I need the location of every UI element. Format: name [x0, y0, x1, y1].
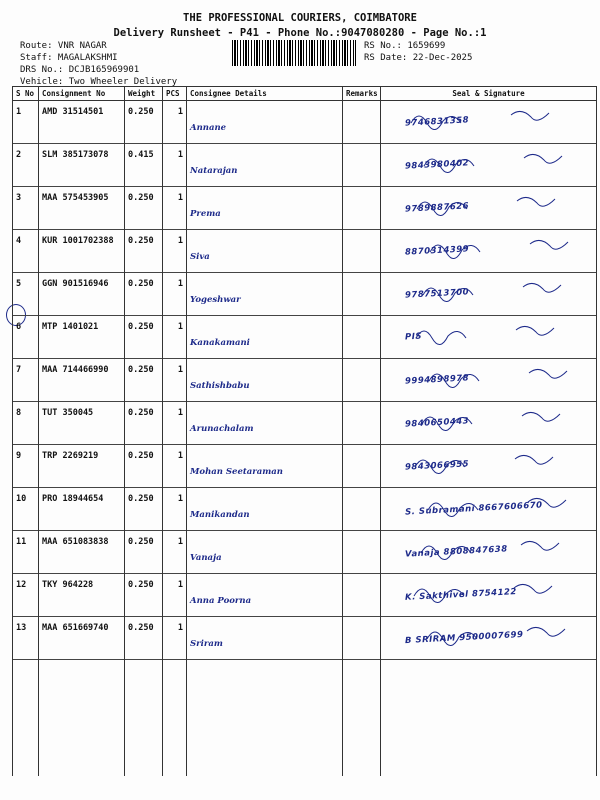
consignee-name — [187, 273, 343, 316]
signature — [381, 488, 597, 531]
consignee-handwriting: Anna Poorna — [190, 596, 252, 606]
signature — [381, 230, 597, 273]
row-sno: 12 — [13, 574, 39, 617]
remarks — [343, 187, 381, 230]
signature — [381, 273, 597, 316]
table-row — [13, 531, 597, 574]
table-row — [13, 617, 597, 660]
signature-handwriting: 9746831358 — [404, 115, 470, 129]
consignee-name — [187, 230, 343, 273]
rs-number: RS No.: 1659699 — [364, 41, 446, 51]
route: Route: VNR NAGAR — [20, 41, 107, 51]
signature-handwriting: 9994898978 — [404, 373, 470, 387]
consignment-number: MAA 651083838 — [39, 531, 125, 574]
row-sno: 7 — [13, 359, 39, 402]
signature — [381, 187, 597, 230]
pieces: 1 — [163, 617, 187, 660]
pieces: 1 — [163, 488, 187, 531]
weight: 0.250 — [125, 402, 163, 445]
company-name: THE PROFESSIONAL COURIERS, COIMBATORE — [183, 12, 417, 24]
empty-cell — [163, 660, 187, 777]
consignment-number: MAA 575453905 — [39, 187, 125, 230]
consignee-handwriting: Natarajan — [190, 166, 238, 176]
consignment-number: TRP 2269219 — [39, 445, 125, 488]
row-sno: 13 — [13, 617, 39, 660]
row-sno: 1 — [13, 101, 39, 144]
weight: 0.250 — [125, 531, 163, 574]
consignee-handwriting: Prema — [190, 209, 221, 219]
weight: 0.415 — [125, 144, 163, 187]
signature-handwriting: PIS — [404, 331, 423, 343]
remarks — [343, 402, 381, 445]
weight: 0.250 — [125, 488, 163, 531]
pieces: 1 — [163, 402, 187, 445]
row-sno: 5 — [13, 273, 39, 316]
delivery-table — [12, 86, 597, 776]
table-row — [13, 316, 597, 359]
remarks — [343, 101, 381, 144]
empty-cell — [381, 660, 597, 777]
consignee-name — [187, 316, 343, 359]
pieces: 1 — [163, 230, 187, 273]
consignee-name — [187, 488, 343, 531]
consignee-name — [187, 574, 343, 617]
remarks — [343, 488, 381, 531]
consignee-name — [187, 187, 343, 230]
consignee-handwriting: Mohan Seetaraman — [190, 467, 283, 477]
consignment-number: MAA 714466990 — [39, 359, 125, 402]
consignment-number: GGN 901516946 — [39, 273, 125, 316]
table-row — [13, 187, 597, 230]
consignment-number: AMD 31514501 — [39, 101, 125, 144]
col-consignment: Consignment No — [39, 87, 125, 101]
consignee-handwriting: Annane — [190, 123, 227, 133]
consignment-number: MAA 651669740 — [39, 617, 125, 660]
weight: 0.250 — [125, 101, 163, 144]
pieces: 1 — [163, 531, 187, 574]
table-row — [13, 445, 597, 488]
signature-handwriting: 8870314399 — [404, 244, 470, 258]
signature — [381, 574, 597, 617]
staff: Staff: MAGALAKSHMI — [20, 53, 118, 63]
weight: 0.250 — [125, 359, 163, 402]
signature-handwriting: 9787513700 — [404, 287, 470, 301]
consignee-name — [187, 617, 343, 660]
signature — [381, 531, 597, 574]
table-row — [13, 359, 597, 402]
table-row — [13, 144, 597, 187]
col-pcs: PCS — [163, 87, 187, 101]
table-row — [13, 402, 597, 445]
row-sno: 8 — [13, 402, 39, 445]
pieces: 1 — [163, 359, 187, 402]
remarks — [343, 574, 381, 617]
col-sno: S No — [13, 87, 39, 101]
remarks — [343, 445, 381, 488]
row-sno: 11 — [13, 531, 39, 574]
weight: 0.250 — [125, 316, 163, 359]
consignee-name — [187, 101, 343, 144]
table-bottom-spacer — [13, 660, 597, 777]
consignee-name — [187, 144, 343, 187]
consignment-number: SLM 385173078 — [39, 144, 125, 187]
signature — [381, 144, 597, 187]
row-sno: 9 — [13, 445, 39, 488]
runsheet-title: Delivery Runsheet - P41 - Phone No.:9047080280 - Page No.:1 — [113, 27, 487, 39]
consignee-handwriting: Yogeshwar — [190, 295, 241, 305]
table-row — [13, 273, 597, 316]
row-sno: 6 — [13, 316, 39, 359]
remarks — [343, 273, 381, 316]
consignee-handwriting: Sriram — [190, 639, 223, 649]
signature — [381, 402, 597, 445]
remarks — [343, 359, 381, 402]
table-row — [13, 101, 597, 144]
signature — [381, 316, 597, 359]
remarks — [343, 316, 381, 359]
empty-cell — [39, 660, 125, 777]
weight: 0.250 — [125, 617, 163, 660]
remarks — [343, 230, 381, 273]
pieces: 1 — [163, 316, 187, 359]
empty-cell — [125, 660, 163, 777]
route-info — [20, 40, 177, 88]
col-weight: Weight — [125, 87, 163, 101]
rs-date: RS Date: 22-Dec-2025 — [364, 53, 473, 63]
consignment-number: PRO 18944654 — [39, 488, 125, 531]
consignee-name — [187, 445, 343, 488]
table-row — [13, 488, 597, 531]
signature — [381, 445, 597, 488]
pieces: 1 — [163, 574, 187, 617]
consignment-number: MTP 1401021 — [39, 316, 125, 359]
consignee-name — [187, 359, 343, 402]
signature-handwriting: 9840650443 — [404, 416, 470, 430]
row-sno: 2 — [13, 144, 39, 187]
consignment-number: TUT 350045 — [39, 402, 125, 445]
weight: 0.250 — [125, 230, 163, 273]
remarks — [343, 531, 381, 574]
table-row — [13, 230, 597, 273]
consignee-handwriting: Vanaja — [190, 553, 222, 563]
signature-handwriting: B SRIRAM 9500007699 — [404, 629, 524, 647]
signature — [381, 101, 597, 144]
consignee-handwriting: Manikandan — [190, 510, 250, 520]
weight: 0.250 — [125, 273, 163, 316]
consignment-number: KUR 1001702388 — [39, 230, 125, 273]
empty-cell — [187, 660, 343, 777]
consignee-handwriting: Siva — [190, 252, 210, 262]
pieces: 1 — [163, 445, 187, 488]
col-consignee: Consignee Details — [187, 87, 343, 101]
pieces: 1 — [163, 144, 187, 187]
consignee-name — [187, 402, 343, 445]
empty-cell — [343, 660, 381, 777]
table-header-row — [13, 87, 597, 101]
col-remarks: Remarks — [343, 87, 381, 101]
signature — [381, 359, 597, 402]
remarks — [343, 144, 381, 187]
consignee-name — [187, 531, 343, 574]
signature-handwriting: 9789887626 — [404, 201, 470, 215]
vehicle: Vehicle: Two Wheeler Delivery — [20, 77, 178, 87]
weight: 0.250 — [125, 187, 163, 230]
signature-scribble — [391, 320, 600, 354]
consignee-handwriting: Sathishbabu — [190, 381, 250, 391]
barcode — [232, 40, 356, 66]
pieces: 1 — [163, 273, 187, 316]
signature-handwriting: S. Subramani 8667606670 — [404, 500, 543, 518]
drs-number: DRS No.: DCJB165969901 — [20, 65, 140, 75]
pieces: 1 — [163, 187, 187, 230]
row-sno: 10 — [13, 488, 39, 531]
remarks — [343, 617, 381, 660]
consignee-handwriting: Kanakamani — [190, 338, 250, 348]
consignment-number: TKY 964228 — [39, 574, 125, 617]
signature-handwriting: K. Sakthivel 8754122 — [404, 587, 518, 603]
signature-handwriting: Vanaja 8808847638 — [404, 544, 508, 560]
consignee-handwriting: Arunachalam — [190, 424, 254, 434]
col-seal: Seal & Signature — [381, 87, 597, 101]
signature — [381, 617, 597, 660]
weight: 0.250 — [125, 445, 163, 488]
row-sno: 3 — [13, 187, 39, 230]
table-row — [13, 574, 597, 617]
row-sno: 4 — [13, 230, 39, 273]
pieces: 1 — [163, 101, 187, 144]
signature-handwriting: 9843066955 — [404, 459, 470, 473]
empty-cell — [13, 660, 39, 777]
signature-handwriting: 9843980402 — [404, 158, 470, 172]
weight: 0.250 — [125, 574, 163, 617]
